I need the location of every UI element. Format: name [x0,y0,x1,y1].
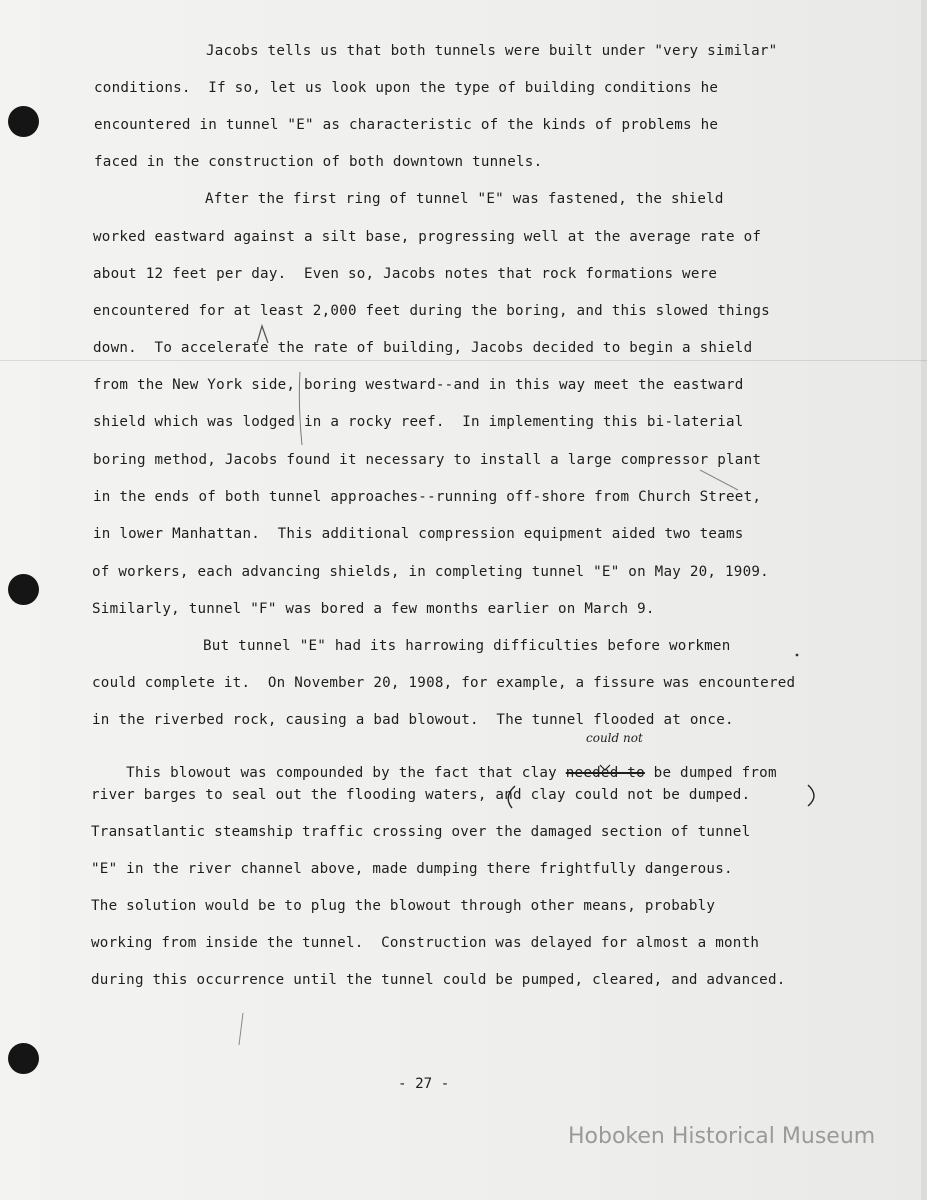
text-line: Similarly, tunnel "F" was bored a few months earlier on March 9. [92,601,655,617]
watermark: Hoboken Historical Museum [568,1124,876,1149]
text-line: down. To accelerate the rate of building, Jacobs decided to begin a shield [93,340,753,356]
text-line: in lower Manhattan. This additional compression equipment aided two teams [93,526,744,542]
text-segment: be dumped from [644,765,777,781]
text-line: encountered for at least 2,000 feet during the boring, and this slowed things [93,303,770,319]
pencil-stroke [700,470,738,490]
text-line: during this occurrence until the tunnel could be pumped, cleared, and advanced. [91,972,786,988]
ink-dot [796,654,799,657]
text-line: conditions. If so, let us look upon the type of building conditions he [94,80,719,96]
insertion-caret [600,765,610,770]
text-line: encountered in tunnel "E" as characteristic of the kinds of problems he [94,117,719,133]
text-line: worked eastward against a silt base, progressing well at the average rate of [93,229,762,245]
caret-mark [257,326,268,343]
text-line: in the riverbed rock, causing a bad blowout. The tunnel flooded at once. [92,712,734,728]
pencil-stroke [239,1013,243,1045]
close-paren-mark [808,785,814,806]
struck-text: needed to [565,765,645,781]
text-line: shield which was lodged in a rocky reef. In implementing this bi-laterial [93,414,744,430]
handwritten-insertion: could not [586,731,643,745]
text-line: of workers, each advancing shields, in completing tunnel "E" on May 20, 1909. [92,564,769,580]
pencil-stroke [299,372,302,445]
page-number: - 27 - [398,1076,450,1092]
text-line: boring method, Jacobs found it necessary to install a large compressor plant [93,452,762,468]
text-line: about 12 feet per day. Even so, Jacobs notes that rock formations were [93,266,718,282]
text-line: could complete it. On November 20, 1908, for example, a fissure was encountered [92,675,796,691]
text-line: After the first ring of tunnel "E" was fastened, the shield [205,191,724,207]
text-segment: This blowout was compounded by the fact that clay [126,765,566,781]
text-line: The solution would be to plug the blowout through other means, probably [91,898,716,914]
text-line: Transatlantic steamship traffic crossing over the damaged section of tunnel [91,824,751,840]
text-line: in the ends of both tunnel approaches--running off-shore from Church Street, [93,489,762,505]
text-line: "E" in the river channel above, made dumping there frightfully dangerous. [91,861,733,877]
text-line: from the New York side, boring westward--and in this way meet the eastward [93,377,744,393]
text-line: working from inside the tunnel. Construction was delayed for almost a month [91,935,760,951]
text-line: river barges to seal out the flooding waters, and clay could not be dumped. [91,787,751,803]
open-paren-mark [508,786,515,808]
text-line: faced in the construction of both downtown tunnels. [94,154,543,170]
text-line: Jacobs tells us that both tunnels were built under "very similar" [206,43,778,59]
text-line: But tunnel "E" had its harrowing difficulties before workmen [203,638,731,654]
